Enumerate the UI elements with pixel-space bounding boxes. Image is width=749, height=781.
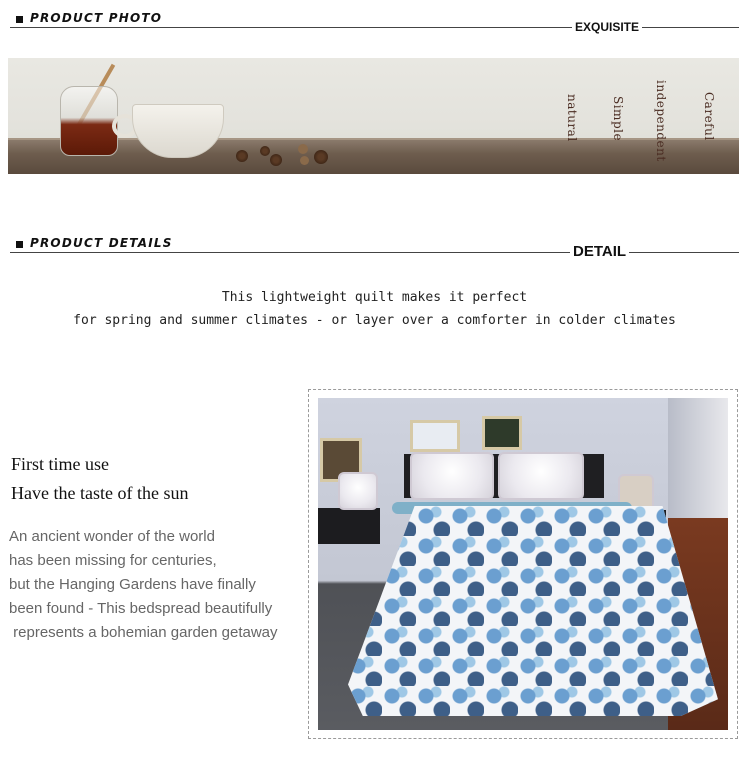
tagline: First time use [11,454,109,474]
quilt [348,506,718,716]
pine-cone-icon [236,150,248,162]
nightstand [318,508,380,544]
product-details-header [10,235,739,265]
square-bullet-icon [16,16,23,23]
divider [10,252,739,253]
pillow [338,472,378,510]
description-line: has been missing for centuries, [9,552,217,569]
nut-icon [298,144,308,154]
pillow [410,452,494,500]
pine-cone-icon [270,154,282,166]
banner-word: Careful [702,92,716,141]
pine-cone-icon [260,146,270,156]
section-tag: DETAIL [570,243,629,260]
section-tag: EXQUISITE [572,20,642,34]
description-line: been found - This bedspread beautifully [9,600,273,617]
pine-cone-icon [314,150,328,164]
description-line: represents a bohemian garden getaway [9,624,278,641]
product-photo-header [10,10,739,40]
details-line: for spring and summer climates - or layer over a comforter in colder climates [73,313,676,328]
description-line: but the Hanging Gardens have finally [9,576,256,593]
section-title: PRODUCT PHOTO [30,11,163,25]
wall-picture [410,420,460,452]
square-bullet-icon [16,241,23,248]
description-line: An ancient wonder of the world [9,528,215,545]
details-line: This lightweight quilt makes it perfect [221,290,528,305]
bedspread-photo [318,398,728,730]
banner-word: Simple [611,96,625,142]
nut-icon [300,156,309,165]
wall-picture [482,416,522,450]
banner-word: independent [654,80,668,162]
section-title: PRODUCT DETAILS [30,236,173,250]
tagline: Have the taste of the sun [11,483,189,503]
banner-image [8,58,739,174]
pillow [498,452,584,500]
honey-jar [60,86,118,156]
banner-word: natural [565,94,579,142]
